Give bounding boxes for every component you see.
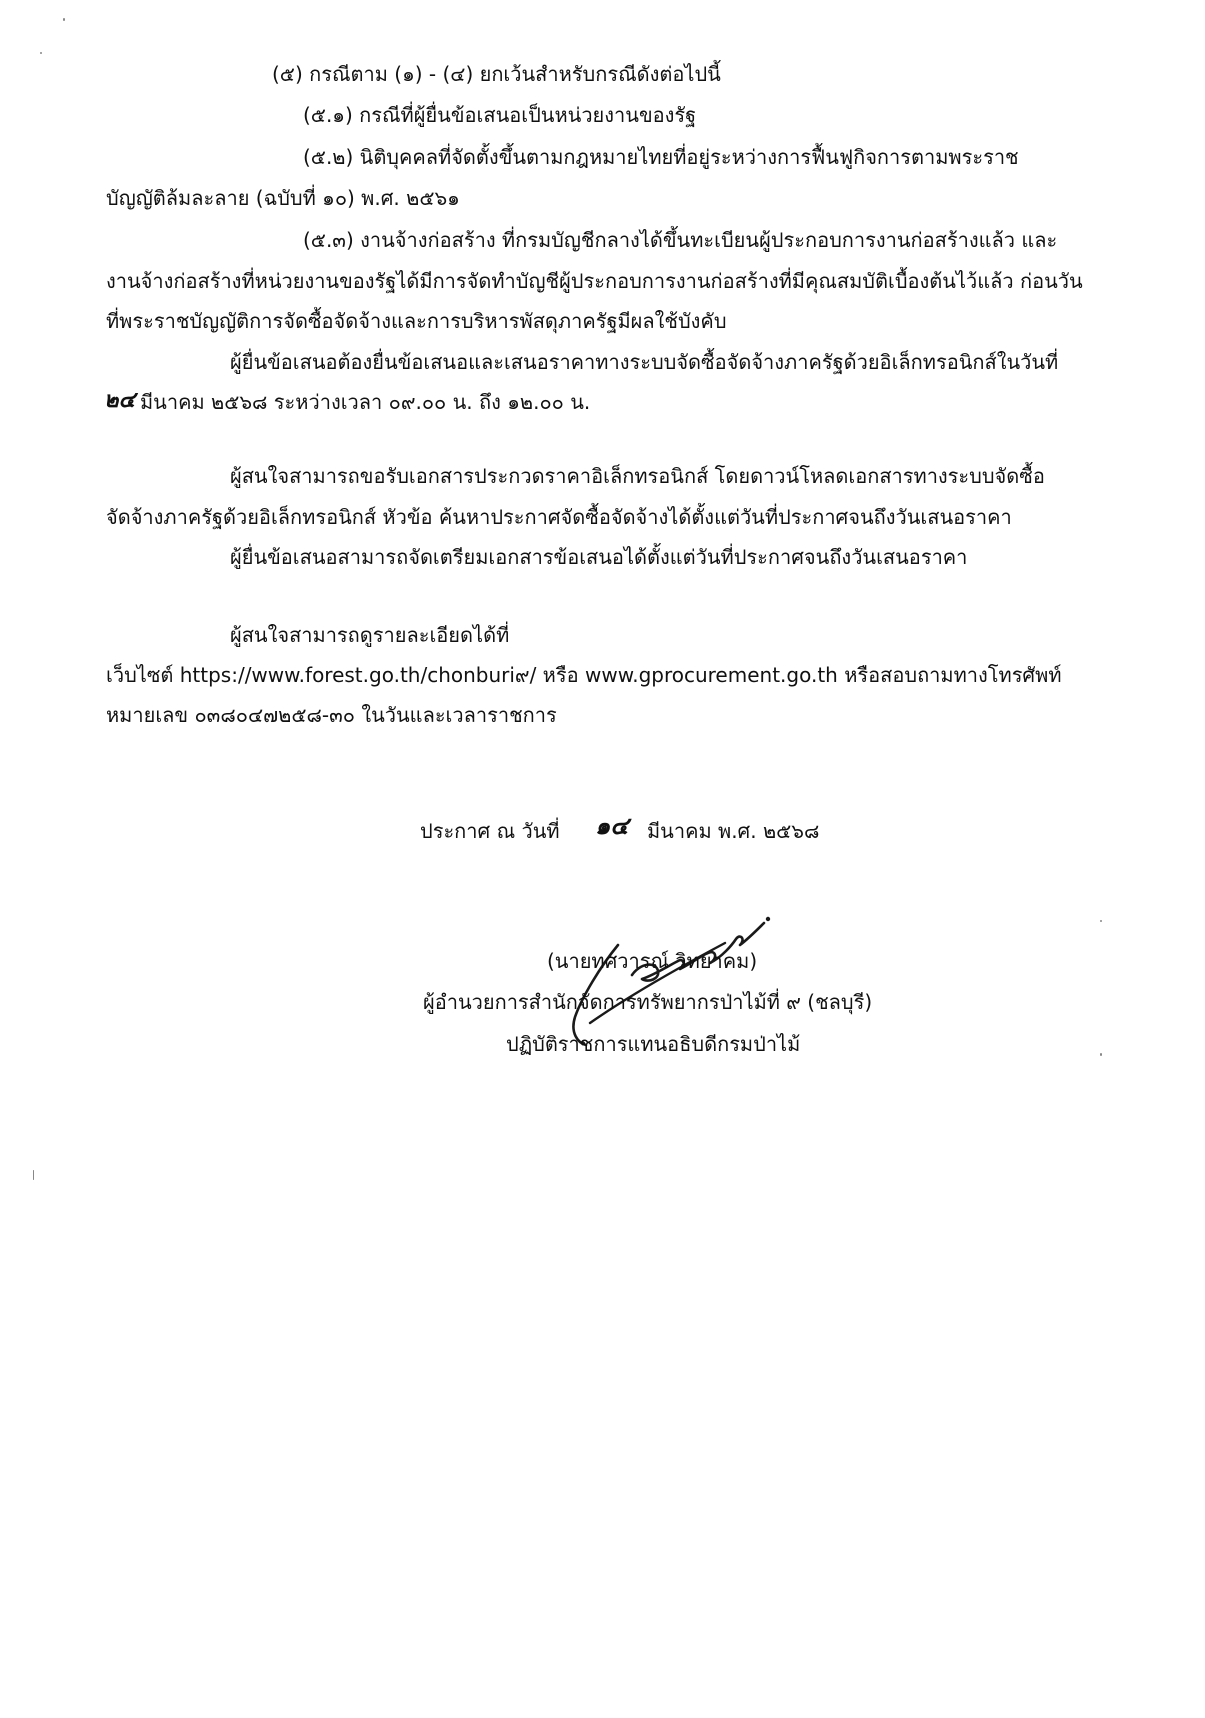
submission-line1: ผู้ยื่นข้อเสนอต้องยื่นข้อเสนอและเสนอราคาทางระบบจัดซื้อจัดจ้างภาครัฐด้วยอิเล็กทรอนิกส์ในวันที่ (230, 350, 1059, 374)
signatory-acting: ปฏิบัติราชการแทนอธิบดีกรมป่าไม้ (506, 1032, 801, 1056)
download-line1: ผู้สนใจสามารถขอรับเอกสารประกวดราคาอิเล็กทรอนิกส์ โดยดาวน์โหลดเอกสารทางระบบจัดซื้อ (230, 464, 1045, 488)
prepare-line: ผู้ยื่นข้อเสนอสามารถจัดเตรียมเอกสารข้อเสนอได้ตั้งแต่วันที่ประกาศจนถึงวันเสนอราคา (230, 545, 968, 569)
scan-speck (33, 1170, 34, 1180)
download-line2: จัดจ้างภาครัฐด้วยอิเล็กทรอนิกส์ หัวข้อ ค้นหาประกาศจัดซื้อจัดจ้างได้ตั้งแต่วันที่ประกาศจนถึงวันเสนอราคา (106, 505, 1012, 529)
submission-day-handwritten: ๒๔ (104, 387, 136, 413)
details-line1: ผู้สนใจสามารถดูรายละเอียดได้ที่ (230, 623, 510, 647)
announcement-day-handwritten: ๑๔ (595, 811, 629, 840)
announcement-date-suffix: มีนาคม พ.ศ. ๒๕๖๘ (647, 819, 820, 843)
clause-5-3-line1: (๕.๓) งานจ้างก่อสร้าง ที่กรมบัญชีกลางได้ขึ้นทะเบียนผู้ประกอบการงานก่อสร้างแล้ว และ (303, 228, 1058, 252)
clause-5-1: (๕.๑) กรณีที่ผู้ยื่นข้อเสนอเป็นหน่วยงานของรัฐ (303, 103, 697, 127)
announcement-date-prefix: ประกาศ ณ วันที่ (420, 819, 560, 843)
details-line2: เว็บไซต์ https://www.forest.go.th/chonburi๙/ หรือ www.gprocurement.go.th หรือสอบถามทางโทรศัพท์ (106, 663, 1062, 687)
clause-5-3-line3: ที่พระราชบัญญัติการจัดซื้อจัดจ้างและการบริหารพัสดุภาครัฐมีผลใช้บังคับ (106, 309, 727, 333)
details-line3: หมายเลข ๐๓๘๐๔๗๒๕๘-๓๐ ในวันและเวลาราชการ (106, 703, 557, 727)
signatory-name: (นายทศวารณ์ วิทยาคม) (547, 949, 758, 973)
scan-speck (40, 52, 42, 54)
signatory-position: ผู้อำนวยการสำนักจัดการทรัพยากรป่าไม้ที่ ๙ (ชลบุรี) (423, 990, 873, 1014)
clause-5-2-line2: บัญญัติล้มละลาย (ฉบับที่ ๑๐) พ.ศ. ๒๕๖๑ (106, 186, 460, 210)
clause-5: (๕) กรณีตาม (๑) - (๔) ยกเว้นสำหรับกรณีดังต่อไปนี้ (272, 62, 721, 86)
clause-5-3-line2: งานจ้างก่อสร้างที่หน่วยงานของรัฐได้มีการจัดทำบัญชีผู้ประกอบการงานก่อสร้างที่มีคุณสมบัติเบื้องต้นไว้แล้ว ก่อนวัน (106, 269, 1083, 293)
scan-speck (63, 18, 65, 21)
scan-speck (1100, 1053, 1102, 1056)
scan-speck (1100, 920, 1102, 922)
clause-5-2-line1: (๕.๒) นิติบุคคลที่จัดตั้งขึ้นตามกฎหมายไทยที่อยู่ระหว่างการฟื้นฟูกิจการตามพระราช (303, 145, 1019, 169)
submission-line2: มีนาคม ๒๕๖๘ ระหว่างเวลา ๐๙.๐๐ น. ถึง ๑๒.๐๐ น. (140, 390, 591, 414)
